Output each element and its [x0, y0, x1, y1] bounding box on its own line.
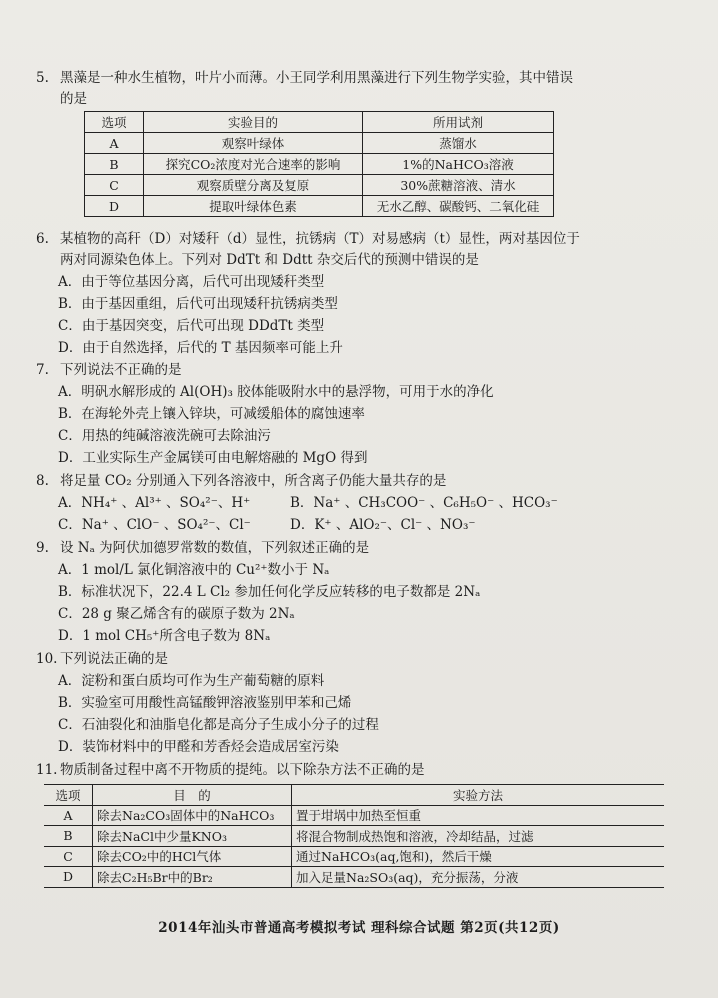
table-cell: 置于坩埚中加热至恒重 — [292, 805, 665, 826]
table-row — [44, 846, 664, 867]
q9-option-a: A．1 mol/L 氯化铜溶液中的 Cu²⁺数小于 Nₐ — [58, 562, 330, 578]
table-row — [85, 154, 554, 175]
q10-option-c: C．石油裂化和油脂皂化都是高分子生成小分子的过程 — [58, 717, 379, 733]
table-cell: 除去Na₂CO₃固体中的NaHCO₃ — [93, 805, 292, 826]
q8-number: 8. — [36, 473, 49, 489]
q7-option-c: C．用热的纯碱溶液洗碗可去除油污 — [58, 428, 271, 444]
table-cell: 将混合物制成热饱和溶液，冷却结晶，过滤 — [292, 826, 665, 847]
q5-number: 5. — [36, 70, 49, 86]
table-header: 选项 — [85, 112, 144, 133]
table-row — [85, 133, 554, 154]
table-row — [85, 196, 554, 217]
q6-option-a: A．由于等位基因分离，后代可出现矮秆类型 — [58, 274, 325, 290]
table-header-row — [44, 785, 664, 806]
table-cell: C — [85, 175, 144, 196]
q6-option-c: C．由于基因突变，后代可出现 DDdTt 类型 — [58, 318, 325, 334]
q8-option-d: D．K⁺ 、AlO₂⁻、Cl⁻ 、NO₃⁻ — [290, 517, 476, 533]
table-cell: 观察质壁分离及复原 — [144, 175, 363, 196]
q6-option-d: D．由于自然选择，后代的 T 基因频率可能上升 — [58, 340, 343, 356]
q11-number: 11. — [36, 762, 58, 778]
table-cell: 除去C₂H₅Br中的Br₂ — [93, 867, 292, 888]
table-header: 实验方法 — [292, 785, 665, 806]
table-cell: 蒸馏水 — [363, 133, 554, 154]
table-cell: B — [44, 826, 93, 847]
q6-option-b: B．由于基因重组，后代可出现矮秆抗锈病类型 — [58, 296, 338, 312]
q8-stem: 8. 将足量 CO₂ 分别通入下列各溶液中，所含离子仍能大量共存的是 — [36, 473, 447, 489]
q9-option-d: D．1 mol CH₅⁺所含电子数为 8Nₐ — [58, 628, 271, 644]
q9-number: 9. — [36, 540, 49, 556]
page-footer: 2014年汕头市普通高考模拟考试 理科综合试题 第2页(共12页) — [158, 920, 560, 936]
q7-option-b: B．在海轮外壳上镶入锌块，可减缓船体的腐蚀速率 — [58, 406, 365, 422]
table-cell: B — [85, 154, 144, 175]
q5-stem-line2: 的是 — [60, 91, 87, 107]
table-cell: D — [44, 867, 93, 888]
q5-table — [84, 111, 554, 217]
table-cell: A — [85, 133, 144, 154]
q6-stem-line1: 6. 某植物的高秆（D）对矮秆（d）显性，抗锈病（T）对易感病（t）显性，两对基因位于 — [36, 231, 580, 247]
q9-option-c: C．28 g 聚乙烯含有的碳原子数为 2Nₐ — [58, 606, 295, 622]
table-cell: 观察叶绿体 — [144, 133, 363, 154]
table-cell: 通过NaHCO₃(aq,饱和)，然后干燥 — [292, 846, 665, 867]
table-cell: A — [44, 805, 93, 826]
q10-option-b: B．实验室可用酸性高锰酸钾溶液鉴别甲苯和己烯 — [58, 695, 352, 711]
table-cell: 无水乙醇、碳酸钙、二氧化硅 — [363, 196, 554, 217]
q10-option-d: D．装饰材料中的甲醛和芳香烃会造成居室污染 — [58, 739, 339, 755]
table-cell: 30%蔗糖溶液、清水 — [363, 175, 554, 196]
q6-number: 6. — [36, 231, 49, 247]
q11-stem: 11. 物质制备过程中离不开物质的提纯。以下除杂方法不正确的是 — [36, 762, 425, 778]
q10-number: 10. — [36, 651, 58, 667]
table-cell: D — [85, 196, 144, 217]
q7-number: 7. — [36, 362, 49, 378]
table-cell: 1%的NaHCO₃溶液 — [363, 154, 554, 175]
q5-stem-line1: 5. 黑藻是一种水生植物，叶片小而薄。小王同学利用黑藻进行下列生物学实验，其中错误 — [36, 70, 573, 86]
table-cell: 除去CO₂中的HCl气体 — [93, 846, 292, 867]
q7-option-d: D．工业实际生产金属镁可由电解熔融的 MgO 得到 — [58, 450, 368, 466]
table-header: 实验目的 — [144, 112, 363, 133]
q10-option-a: A．淀粉和蛋白质均可作为生产葡萄糖的原料 — [58, 673, 325, 689]
q7-option-a: A．明矾水解形成的 Al(OH)₃ 胶体能吸附水中的悬浮物，可用于水的净化 — [58, 384, 494, 400]
table-cell: 除去NaCl中少量KNO₃ — [93, 826, 292, 847]
table-cell: 探究CO₂浓度对光合速率的影响 — [144, 154, 363, 175]
q7-stem: 7. 下列说法不正确的是 — [36, 362, 182, 378]
q9-option-b: B．标准状况下，22.4 L Cl₂ 参加任何化学反应转移的电子数都是 2Nₐ — [58, 584, 481, 600]
table-cell: 提取叶绿体色素 — [144, 196, 363, 217]
table-header: 选项 — [44, 785, 93, 806]
table-header: 目 的 — [93, 785, 292, 806]
q6-stem-line2: 两对同源染色体上。下列对 DdTt 和 Ddtt 杂交后代的预测中错误的是 — [60, 252, 479, 268]
table-header-row — [85, 112, 554, 133]
table-row — [44, 867, 664, 888]
table-cell: 加入足量Na₂SO₃(aq)，充分振荡，分液 — [292, 867, 665, 888]
table-cell: C — [44, 846, 93, 867]
q8-option-c: C．Na⁺ 、ClO⁻ 、SO₄²⁻、Cl⁻ — [58, 517, 251, 533]
q10-stem: 10. 下列说法正确的是 — [36, 651, 168, 667]
table-row — [44, 826, 664, 847]
q8-option-b: B．Na⁺ 、CH₃COO⁻ 、C₆H₅O⁻ 、HCO₃⁻ — [290, 495, 558, 511]
q9-stem: 9. 设 Nₐ 为阿伏加德罗常数的数值，下列叙述正确的是 — [36, 540, 370, 556]
q8-option-a: A．NH₄⁺ 、Al³⁺ 、SO₄²⁻、H⁺ — [58, 495, 251, 511]
table-row — [44, 805, 664, 826]
table-header: 所用试剂 — [363, 112, 554, 133]
table-row — [85, 175, 554, 196]
q11-table — [44, 784, 664, 888]
